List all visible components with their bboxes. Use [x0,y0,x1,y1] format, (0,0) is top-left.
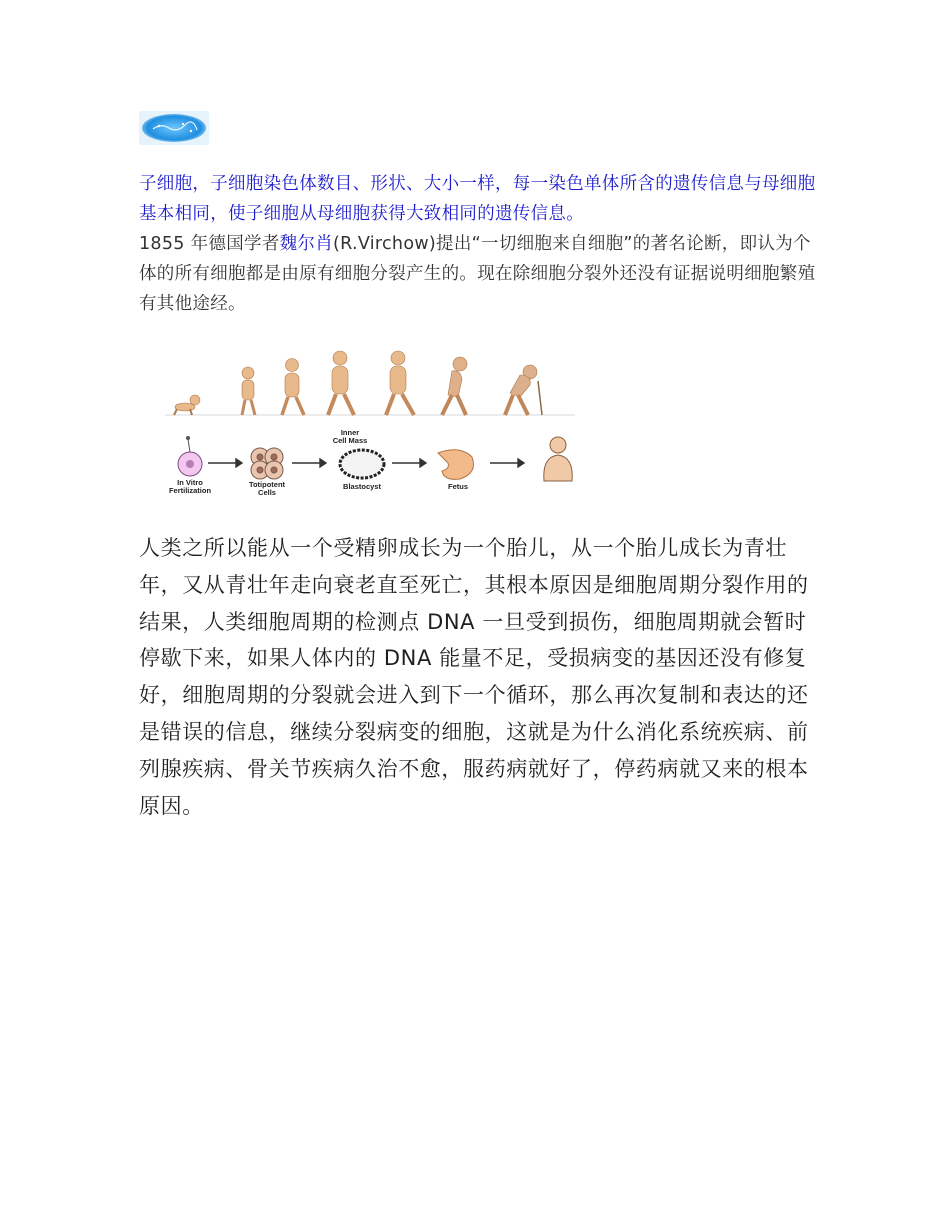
label-totipotent: Totipotent [248,480,286,489]
label-inner-2: Cell Mass [332,436,368,445]
paragraph-text: 1855 年德国学者 [139,234,280,254]
label-totipotent-2: Cells [258,488,276,497]
main-paragraph: 人类之所以能从一个受精卵成长为一个胎儿，从一个胎儿成长为青壮年，又从青壮年走向衰老直至死亡，其根本原因是细胞周期分裂作用的结果，人类细胞周期的检测点 DNA 一旦受到损伤，细胞周期就会暂时停歇下来，如果人体内的 DNA 能量不足，受损病变的基因还没有修复好，细胞周期的分裂就会进入到下一个循环，那么再次复制和表达的还是错误的信息，继续分裂病变的细胞，这就是为什么消化系统疾病、前列腺疾病、骨关节疾病久治不愈，服药病就好了，停药病就又来的根本原因。 [139,536,809,818]
mature-figure-icon [386,351,414,415]
highlighted-text: 子细胞，子细胞染色体数目、形状、大小一样，每一染色单体所含的遗传信息与母细胞基本相同，使子细胞从母细胞获得大致相同的遗传信息。 [139,174,816,224]
arrow-icon [292,459,326,467]
label-blastocyst: Blastocyst [343,482,381,491]
fetus-icon [438,450,474,480]
child-figure-icon [242,367,255,415]
blastocyst-icon [340,450,384,478]
totipotent-cells-icon [251,448,283,479]
human-development-figure [160,345,600,505]
intro-paragraph [139,169,819,319]
virchow-link[interactable]: 魏尔肖 [279,234,334,254]
paragraph-text: (R.Virchow)提出“一切细胞来自细胞”的著名论断，即认为个体的所有细胞都是由原有细胞分裂产生的。现在除细胞分裂外还没有证据说明细胞繁殖有其他途经。 [139,234,816,314]
adult-figure-icon [328,351,354,415]
arrow-icon [490,459,524,467]
label-fetus: Fetus [447,482,469,491]
label-ivf-2: Fertilization [168,486,212,495]
baby-figure-icon [174,395,200,415]
adult-torso-icon [544,437,572,481]
arrow-icon [208,459,242,467]
label-ivf: In Vitro [177,478,203,487]
elderly-figure-icon [505,365,542,415]
older-figure-icon [442,357,467,415]
arrow-icon [392,459,426,467]
teen-figure-icon [282,359,304,416]
label-inner: Inner [340,428,360,437]
cell-division-thumbnail [139,111,209,145]
egg-cell-icon [178,436,202,476]
